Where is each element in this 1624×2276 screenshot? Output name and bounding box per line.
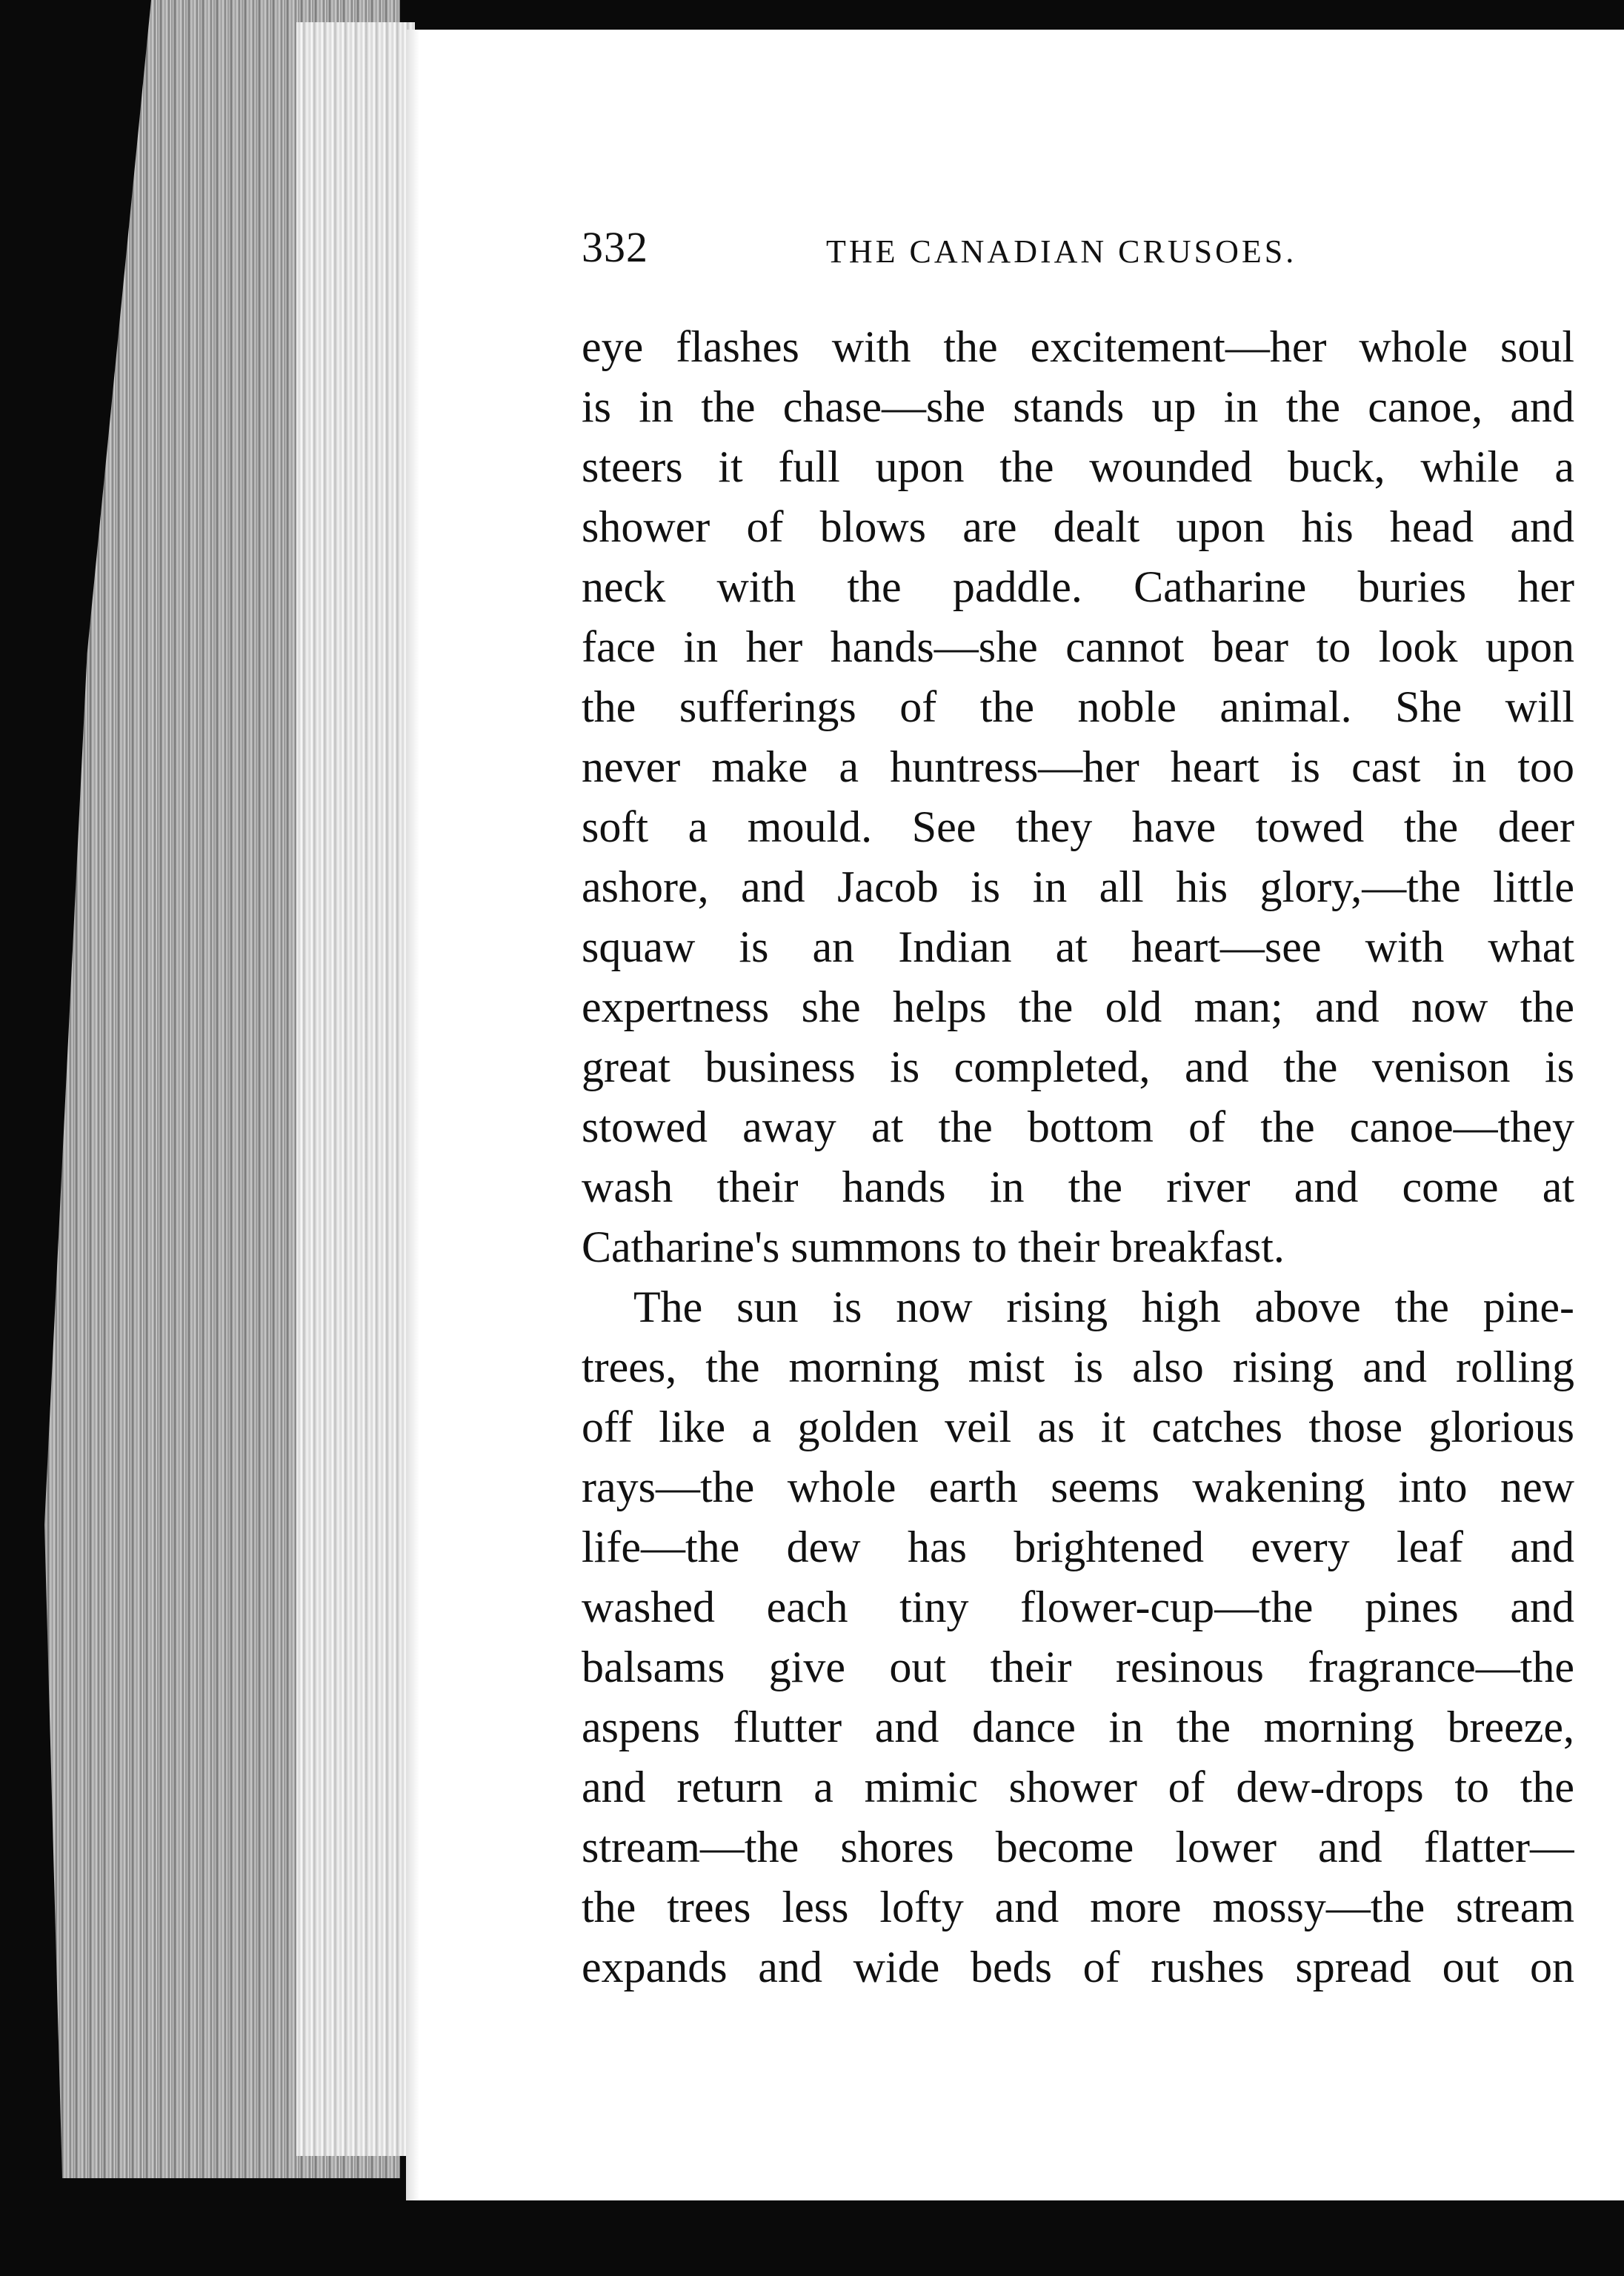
page-number: 332 <box>582 223 648 271</box>
text-line: off like a golden veil as it catches those glorious <box>582 1402 1574 1451</box>
text-line: stowed away at the bottom of the canoe—they <box>582 1102 1574 1151</box>
running-title: THE CANADIAN CRUSOES. <box>826 233 1297 270</box>
book-page-edges-light <box>296 22 415 2156</box>
text-line: the trees less lofty and more mossy—the stream <box>582 1883 1574 1931</box>
text-line-paragraph-start: The sun is now rising high above the pine- <box>633 1282 1574 1331</box>
text-line: ashore, and Jacob is in all his glory,—the little <box>582 862 1574 911</box>
text-line: expands and wide beds of rushes spread out on <box>582 1943 1574 1992</box>
text-line: shower of blows are dealt upon his head and <box>582 502 1574 551</box>
text-line: rays—the whole earth seems wakening into new <box>582 1463 1574 1511</box>
text-line: wash their hands in the river and come at <box>582 1162 1574 1211</box>
text-line: steers it full upon the wounded buck, while a <box>582 442 1574 491</box>
text-line: soft a mould. See they have towed the deer <box>582 802 1574 851</box>
text-line: stream—the shores become lower and flatter— <box>582 1823 1574 1871</box>
text-line: the sufferings of the noble animal. She will <box>582 682 1574 731</box>
text-line: trees, the morning mist is also rising and rolling <box>582 1342 1574 1391</box>
text-line: great business is completed, and the venison is <box>582 1042 1574 1091</box>
page-gutter-shadow <box>406 30 419 2200</box>
body-text <box>582 317 1574 1997</box>
text-line: and return a mimic shower of dew-drops to the <box>582 1763 1574 1811</box>
text-line: expertness she helps the old man; and now the <box>582 982 1574 1031</box>
text-line: squaw is an Indian at heart—see with what <box>582 922 1574 971</box>
text-line: eye flashes with the excitement—her whole soul <box>582 322 1574 371</box>
text-line: is in the chase—she stands up in the canoe, and <box>582 382 1574 431</box>
text-line: face in her hands—she cannot bear to look upon <box>582 622 1574 671</box>
text-line: life—the dew has brightened every leaf and <box>582 1523 1574 1571</box>
text-line: aspens flutter and dance in the morning breeze, <box>582 1703 1574 1751</box>
page-header <box>582 222 1574 282</box>
text-line: balsams give out their resinous fragrance—the <box>582 1643 1574 1691</box>
text-line: neck with the paddle. Catharine buries her <box>582 562 1574 611</box>
text-line-paragraph-end: Catharine's summons to their breakfast. <box>582 1222 1285 1271</box>
text-line: never make a huntress—her heart is cast in too <box>582 742 1574 791</box>
text-line: washed each tiny flower-cup—the pines and <box>582 1583 1574 1631</box>
